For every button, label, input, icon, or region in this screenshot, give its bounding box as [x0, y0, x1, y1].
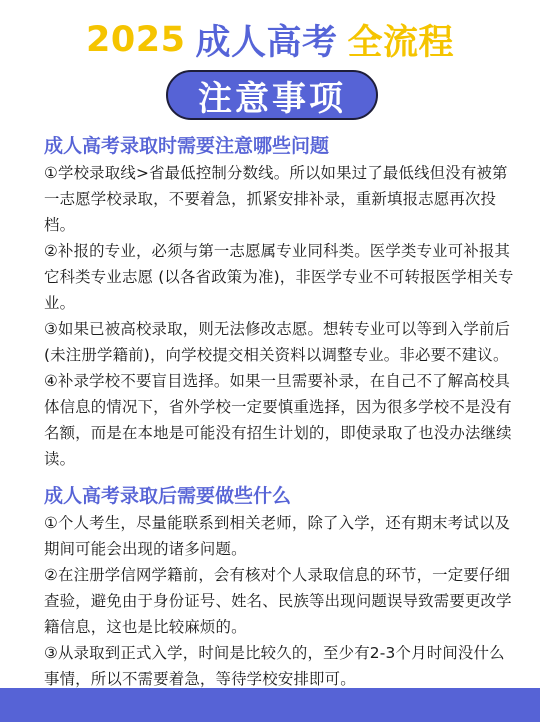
title-badge-label: 注意事项: [198, 78, 346, 119]
title-year: 2025: [86, 20, 186, 60]
paragraph-after-2: ②在注册学信网学籍前，会有核对个人录取信息的环节，一定要仔细查验，避免由于身份证号、姓名、民族等出现问题误导致需要更改学籍信息，这也是比较麻烦的。: [44, 566, 512, 636]
section-heading-admission-issues: 成人高考录取时需要注意哪些问题: [44, 135, 330, 157]
paragraph-after-3: ③从录取到正式入学，时间是比较久的，至少有2-3个月时间没什么事情，所以不需要着急，等待学校安排即可。: [44, 644, 505, 688]
paragraph-admission-2: ②补报的专业，必须与第一志愿属专业同科类。医学类专业可补报其它科类专业志愿 (以各省政策为准)，非医学专业不可转报医学相关专业。: [44, 242, 514, 312]
footer-bar: [0, 688, 540, 722]
title-badge: [166, 70, 378, 120]
section-heading-after-admission: 成人高考录取后需要做些什么: [44, 485, 292, 507]
article-body: [44, 132, 514, 692]
paragraph-admission-1: ①学校录取线>省最低控制分数线。所以如果过了最低线但没有被第一志愿学校录取，不要着急，抓紧安排补录，重新填报志愿再次投档。: [44, 164, 508, 234]
title-highlight: 全流程: [347, 23, 454, 63]
paragraph-after-1: ①个人考生，尽量能联系到相关老师，除了入学，还有期末考试以及期间可能会出现的诸多问题。: [44, 514, 511, 558]
paragraph-admission-4: ④补录学校不要盲目选择。如果一旦需要补录，在自己不了解高校具体信息的情况下，省外学校一定要慎重选择，因为很多学校不是没有名额，而是在本地是可能没有招生计划的，即使录取了也没办法继续读。: [44, 372, 512, 468]
title-main: 成人高考: [195, 23, 338, 63]
page-title: [0, 14, 540, 66]
paragraph-admission-3: ③如果已被高校录取，则无法修改志愿。想转专业可以等到入学前后(未注册学籍前)，向学校提交相关资料以调整专业。非必要不建议。: [44, 320, 511, 364]
